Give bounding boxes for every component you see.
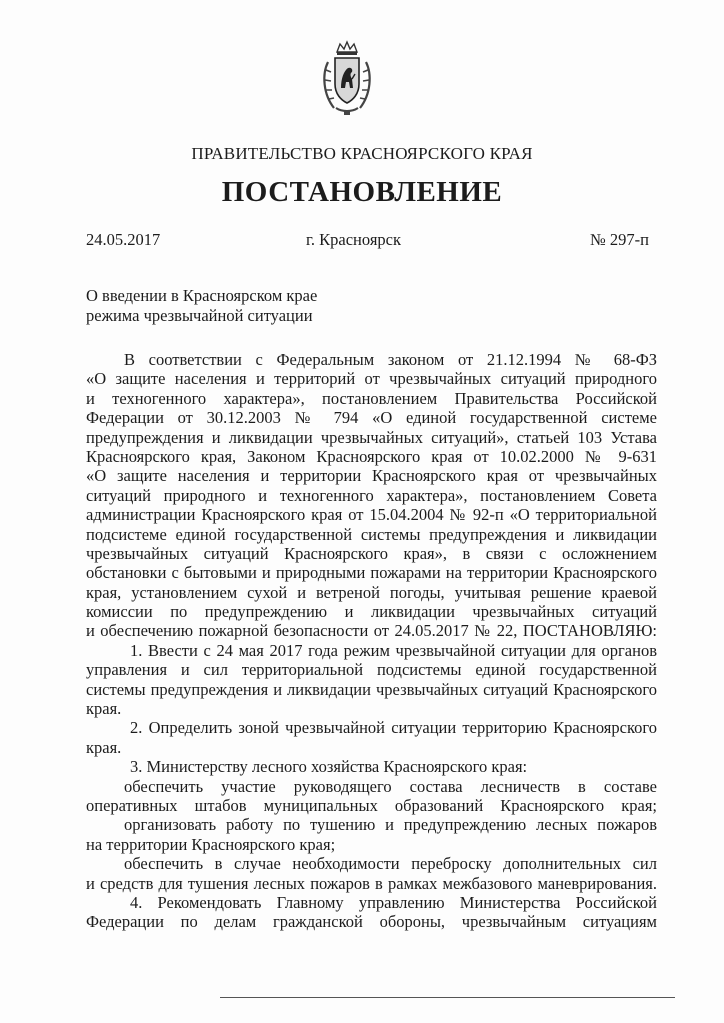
body-line: «О защите населения и территории Красноярского края от чрезвычайных — [86, 466, 657, 486]
body-line: оперативных штабов муниципальных образований Красноярского края; — [86, 795, 657, 815]
body-line: 3. Министерству лесного хозяйства Красноярского края: — [130, 757, 528, 777]
body-line: 4. Рекомендовать Главному управлению Министерства Российской — [130, 892, 657, 912]
subject-line: режима чрезвычайной ситуации — [86, 306, 313, 325]
body-line: края. — [86, 737, 122, 757]
document-subject — [86, 286, 317, 326]
document-number: № 297-п — [590, 230, 649, 249]
body-line: обеспечить участие руководящего состава лесничеств в составе — [124, 776, 657, 796]
subject-line: О введении в Красноярском крае — [86, 286, 318, 305]
body-line: и техногенного характера», постановлением Правительства Российской — [86, 388, 657, 408]
body-line: организовать работу по тушению и предупреждению лесных пожаров — [124, 815, 657, 835]
coat-of-arms-icon — [320, 38, 374, 118]
body-line: обстановки с бытовыми и природными пожарами на территории Красноярского — [86, 563, 657, 583]
body-line: и обеспечению пожарной безопасности от 24.05.2017 № 22, ПОСТАНОВЛЯЮ: — [86, 621, 657, 641]
body-line: В соответствии с Федеральным законом от 21.12.1994 № 68-ФЗ — [124, 350, 657, 369]
body-line: края. — [86, 699, 122, 719]
body-line: чрезвычайных ситуаций Красноярского края», в связи с осложнением — [86, 543, 657, 563]
body-line: на территории Красноярского края; — [86, 834, 336, 854]
body-line: обеспечить в случае необходимости переброску дополнительных сил — [124, 854, 657, 874]
page-bottom-divider — [220, 997, 675, 998]
government-title: ПРАВИТЕЛЬСТВО КРАСНОЯРСКОГО КРАЯ — [191, 144, 533, 163]
body-line: Федерации по делам гражданской обороны, чрезвычайным ситуациям — [86, 912, 657, 932]
body-line: и средств для тушения лесных пожаров в рамках межбазового маневрирования. — [86, 873, 657, 893]
body-line: администрации Красноярского края от 15.04.2004 № 92-п «О территориальной — [86, 505, 657, 525]
body-line: ситуаций природного и техногенного характера», постановлением Совета — [86, 485, 657, 505]
document-date: 24.05.2017 — [86, 230, 161, 249]
document-body — [86, 350, 657, 932]
body-line: предупреждения и ликвидации чрезвычайных ситуаций», статьей 103 Устава — [86, 427, 657, 447]
body-line: системы предупреждения и ликвидации чрезвычайных ситуаций Красноярского — [86, 679, 657, 699]
body-line: края, установлением сухой и ветреной погоды, учитывая решение краевой — [86, 582, 657, 602]
document-city: г. Красноярск — [306, 230, 402, 249]
body-line: Федерации от 30.12.2003 № 794 «О единой государственной системе — [86, 408, 657, 428]
body-line: комиссии по предупреждению и ликвидации чрезвычайных ситуаций — [86, 602, 657, 622]
body-line: 2. Определить зоной чрезвычайной ситуации территорию Красноярского — [130, 718, 657, 738]
document-type-heading: ПОСТАНОВЛЕНИЕ — [221, 176, 503, 208]
body-line: 1. Ввести с 24 мая 2017 года режим чрезвычайной ситуации для органов — [130, 640, 657, 660]
body-line: «О защите населения и территорий от чрезвычайных ситуаций природного — [86, 369, 657, 389]
body-line: подсистеме единой государственной системы предупреждения и ликвидации — [86, 524, 657, 544]
body-line: Красноярского края, Законом Красноярского края от 10.02.2000 № 9-631 — [86, 446, 657, 466]
body-line: управления и сил территориальной подсистемы единой государственной — [86, 660, 657, 680]
